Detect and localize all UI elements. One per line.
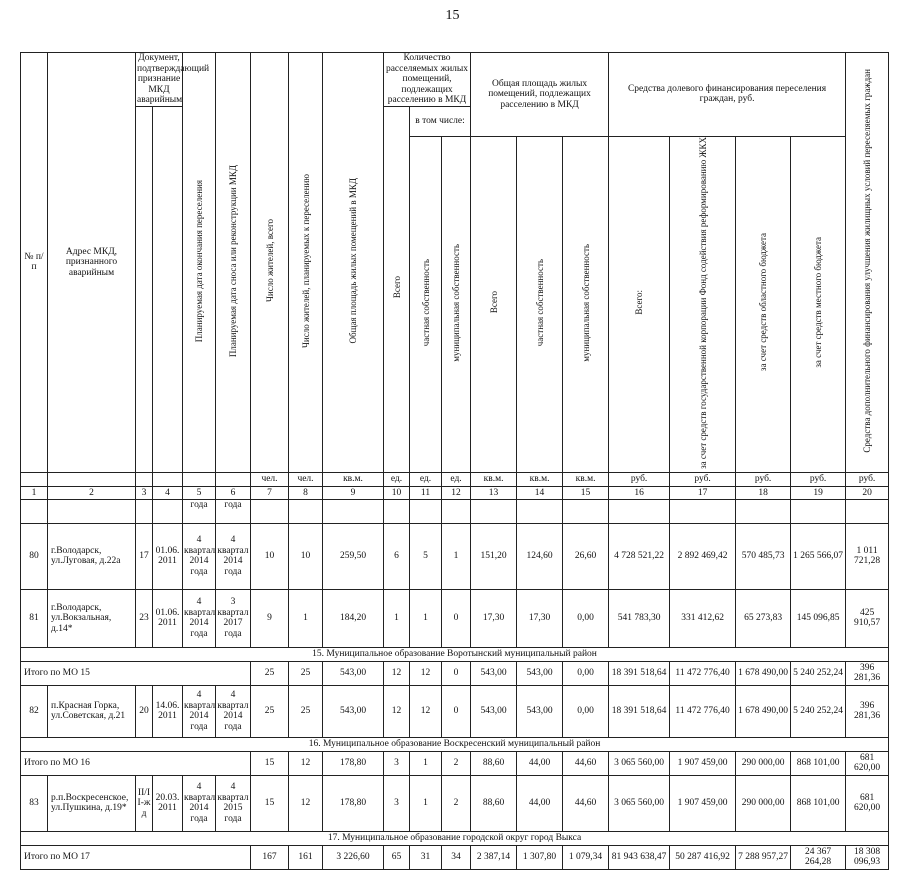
hdr-residents-planned: Число жителей, планируемых к переселению [300,173,311,348]
cell: 17 [136,523,153,589]
cell-address: п.Красная Горка, ул.Советская, д.21 [48,685,136,737]
col-number: 1 [21,486,48,499]
cell: 10 [289,523,323,589]
total-label: Итого по МО 16 [21,751,251,775]
table-row [21,589,889,647]
col-number: 2 [48,486,136,499]
cell: 50 287 416,92 [670,845,736,869]
unit-cell: чел. [289,472,323,486]
cell: 4 квартал 2014 года [216,523,251,589]
cell: 1 678 490,00 [736,685,791,737]
col-number: 13 [471,486,517,499]
hdr-funds-regional: за счет средств областного бюджета [758,233,769,372]
cell: 10 [251,523,289,589]
col-number: 18 [736,486,791,499]
cell: 20 [136,685,153,737]
cell: II/I I-ж д [136,775,153,831]
cell: 82 [21,685,48,737]
cell: 34 [442,845,471,869]
col-number: 15 [563,486,609,499]
carry-over-row [21,499,889,523]
cell: 12 [289,775,323,831]
cell: 3 065 560,00 [609,751,670,775]
hdr-area-municipal: муниципальная собственность [580,243,591,362]
cell: 11 472 776,40 [670,685,736,737]
cell: 1 [442,523,471,589]
cell: 145 096,85 [791,589,846,647]
cell: 44,00 [517,775,563,831]
hdr-area-private: частная собственность [534,258,545,347]
cell: 0,00 [563,589,609,647]
cell: 2 892 469,42 [670,523,736,589]
cell: 88,60 [471,751,517,775]
cell: 1 307,80 [517,845,563,869]
cell: 868 101,00 [791,751,846,775]
cell: 161 [289,845,323,869]
cell: 425 910,57 [846,589,889,647]
cell: 3 226,60 [323,845,384,869]
cell: 396 281,36 [846,685,889,737]
col-number: 10 [384,486,410,499]
cell-address: г.Володарск, ул.Луговая, д.22а [48,523,136,589]
cell: 543,00 [323,661,384,685]
cell: 167 [251,845,289,869]
column-numbers-row [21,486,889,499]
col-number: 19 [791,486,846,499]
hdr-address: Адрес МКД, признанного аварийным [48,53,136,473]
unit-cell: руб. [846,472,889,486]
cell: 12 [384,685,410,737]
cell: 5 240 252,24 [791,661,846,685]
cell: 541 783,30 [609,589,670,647]
cell: 24 367 264,28 [791,845,846,869]
unit-cell: кв.м. [323,472,384,486]
total-row [21,751,889,775]
relocation-table [20,52,889,870]
cell: 681 620,00 [846,775,889,831]
cell: 1 079,34 [563,845,609,869]
cell: 6 [384,523,410,589]
total-row [21,661,889,685]
total-label: Итого по МО 17 [21,845,251,869]
cell: 1 [410,589,442,647]
cell: 543,00 [323,685,384,737]
cell: 0 [442,661,471,685]
cell: 17,30 [517,589,563,647]
cell: 3 065 560,00 [609,775,670,831]
cell: 4 квартал 2015 года [216,775,251,831]
cell: 18 391 518,64 [609,661,670,685]
cell: 25 [251,685,289,737]
hdr-area-total: Общая площадь жилых помещений в МКД [348,177,358,344]
hdr-premises-total: Всего [391,276,402,299]
cell: 81 [21,589,48,647]
cell: 0,00 [563,685,609,737]
cell: 44,60 [563,775,609,831]
cell: 12 [410,685,442,737]
hdr-relocation-end: Планируемая дата окончания переселения [194,179,204,342]
cell: 178,80 [323,751,384,775]
cell: 290 000,00 [736,775,791,831]
cell: 3 квартал 2017 года [216,589,251,647]
cell: 151,20 [471,523,517,589]
cell: 3 [384,751,410,775]
cell: 0 [442,589,471,647]
cell: 2 [442,751,471,775]
cell: 4 квартал 2014 года [183,685,216,737]
cell: 7 288 957,27 [736,845,791,869]
cell: 01.06. 2011 [153,589,183,647]
cell: 259,50 [323,523,384,589]
unit-cell: чел. [251,472,289,486]
cell: 81 943 638,47 [609,845,670,869]
cell: 543,00 [517,661,563,685]
unit-cell: кв.м. [517,472,563,486]
cell: 1 907 459,00 [670,751,736,775]
unit-cell: ед. [442,472,471,486]
cell: 2 [442,775,471,831]
cell: 184,20 [323,589,384,647]
cell: 12 [410,661,442,685]
cell: 4 квартал 2014 года [216,685,251,737]
table-row [21,523,889,589]
cell: 1 265 566,07 [791,523,846,589]
unit-cell: руб. [670,472,736,486]
hdr-area-group: Общая площадь жилых помещений, подлежащих расселению в МКД [471,53,609,137]
cell: 14.06. 2011 [153,685,183,737]
cell: 44,60 [563,751,609,775]
hdr-funds-fund: за счет средств государственной корпорации Фонд содействия реформированию ЖКХ [697,136,708,469]
cell: 0 [442,685,471,737]
cell: 65 273,83 [736,589,791,647]
unit-cell: ед. [410,472,442,486]
cell: 543,00 [517,685,563,737]
cell: 1 [384,589,410,647]
cell: 25 [289,685,323,737]
cell: 12 [384,661,410,685]
cell: 11 472 776,40 [670,661,736,685]
cell: 44,00 [517,751,563,775]
cell: 1 011 721,28 [846,523,889,589]
cell: 83 [21,775,48,831]
hdr-including: в том числе: [410,106,471,136]
hdr-premises-group: Количество расселяемых жилых помещений, подлежащих расселению в МКД [384,53,471,107]
table-row [21,685,889,737]
total-label: Итого по МО 15 [21,661,251,685]
cell: 9 [251,589,289,647]
cell: 1 [289,589,323,647]
cell: 88,60 [471,775,517,831]
hdr-funds-local: за счет средств местного бюджета [813,237,824,368]
cell: 12 [289,751,323,775]
col-number: 3 [136,486,153,499]
col-number: 20 [846,486,889,499]
cell: 65 [384,845,410,869]
cell: 4 квартал 2014 года [183,775,216,831]
carry-cell: года [216,499,251,523]
hdr-num: № п/п [21,53,48,473]
cell: 25 [289,661,323,685]
hdr-private: частная собственность [420,258,431,347]
unit-cell: кв.м. [563,472,609,486]
col-number: 12 [442,486,471,499]
cell-address: р.п.Воскресенское, ул.Пушкина, д.19* [48,775,136,831]
col-number: 7 [251,486,289,499]
cell: 1 [410,775,442,831]
cell: 15 [251,775,289,831]
col-number: 6 [216,486,251,499]
col-number: 9 [323,486,384,499]
section-heading: 16. Муниципальное образование Воскресенский муниципальный район [21,737,889,751]
col-number: 4 [153,486,183,499]
cell: 4 728 521,22 [609,523,670,589]
cell: 80 [21,523,48,589]
cell: 1 [410,751,442,775]
cell: 01.06. 2011 [153,523,183,589]
cell: 331 412,62 [670,589,736,647]
cell-address: г.Володарск, ул.Вокзальная, д.14* [48,589,136,647]
section-heading: 15. Муниципальное образование Воротынский муниципальный район [21,647,889,661]
hdr-area-sub-total: Всего [488,291,499,314]
total-row [21,845,889,869]
cell: 4 квартал 2014 года [183,523,216,589]
cell: 17,30 [471,589,517,647]
unit-cell: ед. [384,472,410,486]
cell: 5 [410,523,442,589]
cell: 26,60 [563,523,609,589]
cell: 868 101,00 [791,775,846,831]
cell: 290 000,00 [736,751,791,775]
carry-cell: года [183,499,216,523]
col-number: 17 [670,486,736,499]
cell: 1 907 459,00 [670,775,736,831]
hdr-funds-group: Средства долевого финансирования переселения граждан, руб. [609,53,846,137]
col-number: 5 [183,486,216,499]
cell: 25 [251,661,289,685]
cell: 543,00 [471,685,517,737]
cell: 31 [410,845,442,869]
cell: 543,00 [471,661,517,685]
cell: 0,00 [563,661,609,685]
unit-cell: руб. [791,472,846,486]
cell: 124,60 [517,523,563,589]
col-number: 16 [609,486,670,499]
cell: 3 [384,775,410,831]
cell: 570 485,73 [736,523,791,589]
col-number: 14 [517,486,563,499]
page-number: 15 [445,8,460,23]
unit-cell: руб. [609,472,670,486]
hdr-funds-extra: Средства дополнительного финансирования улучшения жилищных условий переселяемых граждан [862,68,873,453]
hdr-funds-total: Всего: [634,290,645,315]
unit-cell: кв.м. [471,472,517,486]
cell: 396 281,36 [846,661,889,685]
hdr-municipal: муниципальная собственность [451,243,462,362]
cell: 18 391 518,64 [609,685,670,737]
cell: 18 308 096,93 [846,845,889,869]
cell: 178,80 [323,775,384,831]
units-row [21,472,889,486]
cell: 23 [136,589,153,647]
cell: 15 [251,751,289,775]
hdr-residents-total: Число жителей, всего [264,219,275,303]
cell: 20.03. 2011 [153,775,183,831]
cell: 1 678 490,00 [736,661,791,685]
cell: 5 240 252,24 [791,685,846,737]
hdr-demolition-date: Планируемая дата сноса или реконструкции МКД [228,164,238,357]
table-row [21,775,889,831]
cell: 681 620,00 [846,751,889,775]
unit-cell: руб. [736,472,791,486]
section-heading: 17. Муниципальное образование городской округ город Выкса [21,831,889,845]
col-number: 11 [410,486,442,499]
cell: 4 квартал 2014 года [183,589,216,647]
cell: 2 387,14 [471,845,517,869]
hdr-document: Документ, подтверждающий признание МКД аварийным [137,53,210,105]
col-number: 8 [289,486,323,499]
